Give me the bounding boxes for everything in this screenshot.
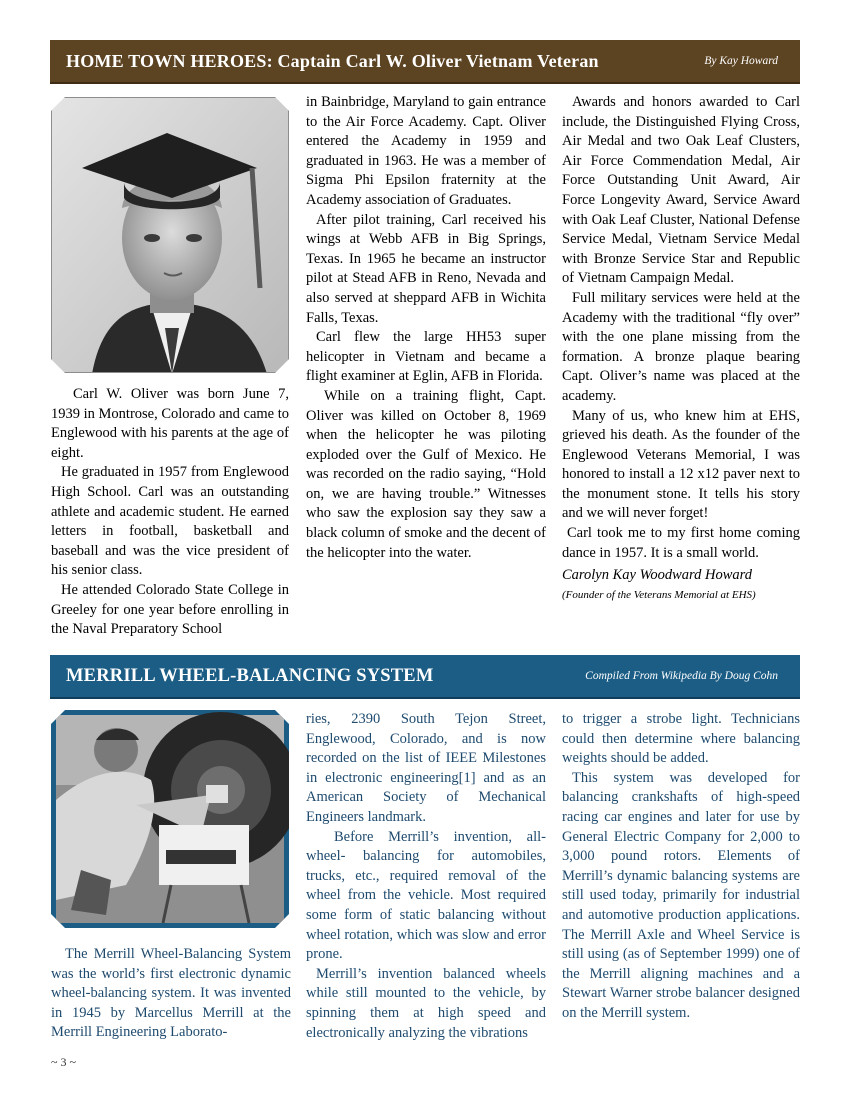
portrait-photo-carl-oliver: [51, 97, 289, 373]
paragraph: He graduated in 1957 from Englewood High School. Carl was an outstanding athlete and academic student. He earned letters in football, basketball and baseball and was the vice president of his senior class.: [51, 464, 289, 579]
article-title: HOME TOWN HEROES: Captain Carl W. Oliver Vietnam Veteran: [66, 50, 599, 71]
article2-column-3: [562, 710, 800, 1024]
article-title: MERRILL WHEEL-BALANCING SYSTEM: [66, 665, 434, 686]
article-byline: By Kay Howard: [704, 55, 778, 67]
article-byline: Compiled From Wikipedia By Doug Cohn: [585, 670, 778, 682]
article1-column-2: [306, 93, 546, 563]
paragraph: in Bainbridge, Maryland to gain entrance to the Air Force Academy. Capt. Oliver entered the Academy in 1959 and graduated in 1963. He was a member of Sigma Phi Epsilon fraternity at the Academy association of Graduates.: [306, 94, 546, 208]
article-header-merrill-wheel-balancing: [50, 655, 800, 699]
paragraph: While on a training flight, Capt. Oliver was killed on October 8, 1969 when the helicopter he was piloting exploded over the Gulf of Mexico. He was recorded on the radio saying, “Hold on, we are having trouble.” Witnesses who saw the explosion say they saw a black column of smoke and the decent of the helicopter into the water.: [306, 387, 546, 561]
paragraph: Awards and honors awarded to Carl include, the Distinguished Flying Cross, Air Medal and two Oak Leaf Clusters, Air Force Commendation Medal, Air Force Outstanding Unit Award, Air Force Longevity Award, Service Award with Oak Leaf Cluster, National Defense Service Medal, Vietnam Service Medal with Bronze Service Star and Republic of Vietnam Campaign Medal.: [562, 94, 800, 287]
paragraph: Carl W. Oliver was born June 7, 1939 in Montrose, Colorado and came to Englewood with his parents at the age of eight.: [51, 386, 289, 461]
paragraph: ries, 2390 South Tejon Street, Englewood, Colorado, and is now recorded on the list of IEEE Milestones in electronic engineering[1] and as an American Society of Mechanical Engineers landmark.: [306, 711, 546, 825]
author-signature: Carolyn Kay Woodward Howard: [562, 567, 752, 584]
author-signature-note: (Founder of the Veterans Memorial at EHS): [562, 588, 756, 601]
article1-column-3: [562, 93, 800, 605]
paragraph: Carl took me to my first home coming dance in 1957. It is a small world.: [562, 525, 800, 561]
article1-column-1: [51, 385, 289, 640]
paragraph: After pilot training, Carl received his wings at Webb AFB in Big Springs, Texas. In 1965 he became an instructor pilot at Stead AFB in Reno, Nevada and also served at sheppard AFB in Wichita Falls, Texas.: [306, 211, 546, 326]
article2-column-2: [306, 710, 546, 1043]
paragraph: Many of us, who knew him at EHS, grieved his death. As the founder of the Englewood Veterans Memorial, I was honored to install a 12 x12 paver next to the monument stone. It tells his story and we will never forget!: [562, 407, 800, 522]
paragraph: Carl flew the large HH53 super helicopter in Vietnam and became a flight examiner at Eglin, AFB in Florida.: [306, 329, 546, 385]
page-number: ~ 3 ~: [51, 1055, 76, 1069]
paragraph: He attended Colorado State College in Greeley for one year before enrolling in the Naval Preparatory School: [51, 581, 289, 638]
paragraph: to trigger a strobe light. Technicians could then determine where balancing weights should be added.: [562, 711, 800, 767]
paragraph: This system was developed for balancing crankshafts of high-speed racing car engines and later for use by General Electric Company for 2,000 to 3,000 pound rotors. Elements of Merrill’s dynamic balancing systems are still used today, primarily for industrial and automotive production applications. The Merrill Axle and Wheel Service is still using (as of September 1999) one of the Merrill aligning machines and a Stewart Warner strobe balancer designed on the Merrill system.: [562, 769, 800, 1021]
article2-column-1: [51, 945, 291, 1043]
paragraph: Full military services were held at the Academy with the traditional “fly over” with the one plane missing from the formation. A bronze plaque bearing Capt. Oliver’s name was placed at the academy.: [562, 289, 800, 404]
wheel-balancing-photo: [51, 710, 289, 928]
paragraph: Before Merrill’s invention, all-wheel- balancing for automobiles, trucks, etc., required removal of the wheel from the vehicle. Most required some form of static balancing without wheel rotation, which was slow and error prone.: [306, 828, 546, 963]
article-header-home-town-heroes: [50, 40, 800, 84]
paragraph: The Merrill Wheel-Balancing System was the world’s first electronic dynamic wheel-balancing system. It was invented in 1945 by Marcellus Merrill at the Merrill Engineering Laborato-: [51, 946, 291, 1041]
paragraph: Merrill’s invention balanced wheels while still mounted to the vehicle, by spinning them at high speed and electronically analyzing the vibrations: [306, 965, 546, 1041]
